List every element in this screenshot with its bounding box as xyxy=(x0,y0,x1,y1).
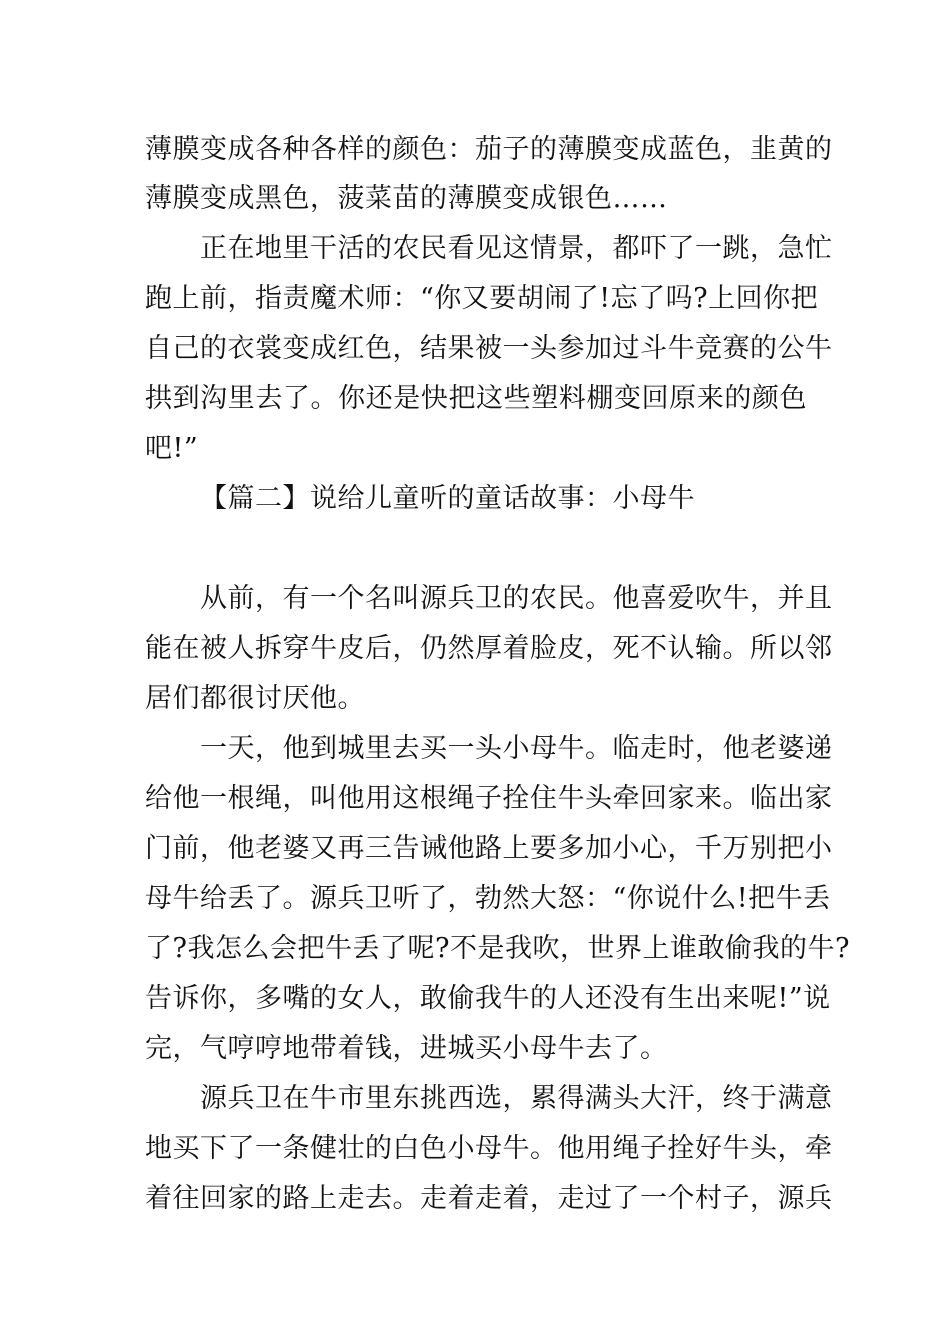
text-line: 薄膜变成黑色，菠菜苗的薄膜变成银色…… xyxy=(145,183,668,214)
text-line: 告诉你，多嘴的女人，敢偷我牛的人还没有生出来呢!”说 xyxy=(145,983,831,1014)
text-line: 给他一根绳，叫他用这根绳子拴住牛头牵回家来。临出家 xyxy=(145,783,833,814)
text-line: 跑上前，指责魔术师：“你又要胡闹了!忘了吗?上回你把 xyxy=(145,283,819,314)
text-line: 薄膜变成各种各样的颜色：茄子的薄膜变成蓝色，韭黄的 xyxy=(145,134,833,165)
text-line: 拱到沟里去了。你还是快把这些塑料棚变回原来的颜色 xyxy=(145,383,807,414)
text-line: 一天，他到城里去买一头小母牛。临走时，他老婆递 xyxy=(200,733,833,764)
text-line: 母牛给丢了。源兵卫听了，勃然大怒：“你说什么!把牛丢 xyxy=(145,883,831,914)
text-line: 从前，有一个名叫源兵卫的农民。他喜爱吹牛，并且 xyxy=(200,583,833,614)
text-line: 地买下了一条健壮的白色小母牛。他用绳子拴好牛头，牵 xyxy=(145,1133,833,1164)
text-line: 能在被人拆穿牛皮后，仍然厚着脸皮，死不认输。所以邻 xyxy=(145,633,833,664)
section-heading: 【篇二】说给儿童听的童话故事：小母牛 xyxy=(200,483,695,514)
text-line: 自己的衣裳变成红色，结果被一头参加过斗牛竞赛的公牛 xyxy=(145,333,833,364)
text-line: 着往回家的路上走去。走着走着，走过了一个村子，源兵 xyxy=(145,1183,833,1214)
text-line: 居们都很讨厌他。 xyxy=(145,683,365,714)
text-line: 门前，他老婆又再三告诫他路上要多加小心，千万别把小 xyxy=(145,833,833,864)
text-line: 完，气哼哼地带着钱，进城买小母牛去了。 xyxy=(145,1033,668,1064)
text-line: 正在地里干活的农民看见这情景，都吓了一跳，急忙 xyxy=(200,233,833,264)
text-line: 吧!” xyxy=(145,433,199,464)
text-line: 源兵卫在牛市里东挑西选，累得满头大汗，终于满意 xyxy=(200,1083,833,1114)
text-line: 了?我怎么会把牛丢了呢?不是我吹，世界上谁敢偷我的牛? xyxy=(145,933,850,964)
